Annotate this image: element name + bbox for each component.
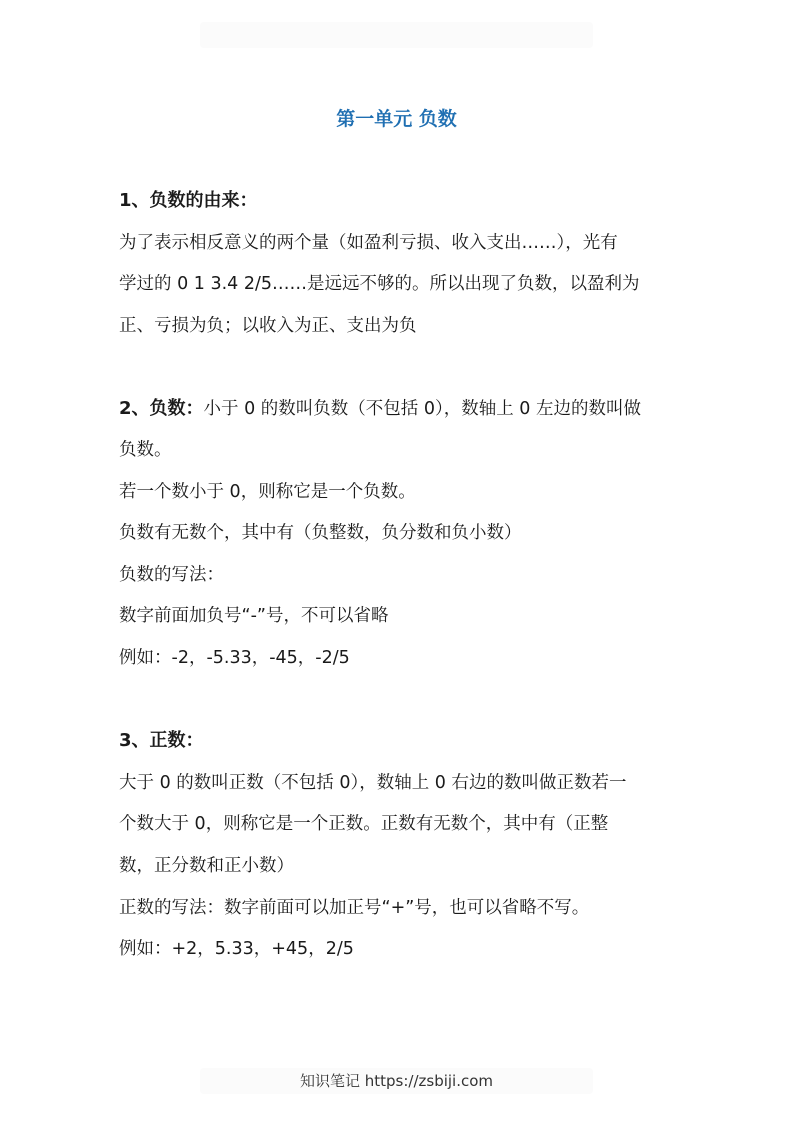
section-3-heading: 3、正数： xyxy=(119,730,204,751)
section-1-line-2: 学过的 0 1 3.4 2/5……是远远不够的。所以出现了负数，以盈利为 xyxy=(119,274,640,294)
section-3-line-1: 大于 0 的数叫正数（不包括 0），数轴上 0 右边的数叫做正数若一 xyxy=(119,773,627,793)
section-2-heading-rest: 小于 0 的数叫负数（不包括 0），数轴上 0 左边的数叫做 xyxy=(203,399,641,419)
section-2-heading-line xyxy=(119,397,699,421)
section-1-line-3: 正、亏损为负；以收入为正、支出为负 xyxy=(119,316,417,336)
section-3-line-2: 个数大于 0，则称它是一个正数。正数有无数个，其中有（正整 xyxy=(119,814,609,834)
section-2-line-2: 若一个数小于 0，则称它是一个负数。 xyxy=(119,482,416,502)
section-3-line-4: 正数的写法：数字前面可以加正号“+”号，也可以省略不写。 xyxy=(119,898,590,918)
section-3-line-5: 例如：+2，5.33，+45，2/5 xyxy=(119,939,354,959)
section-2-line-4: 负数的写法： xyxy=(119,565,224,585)
section-2-line-5: 数字前面加负号“-”号，不可以省略 xyxy=(119,606,389,626)
footer-link[interactable]: 知识笔记 https://zsbiji.com xyxy=(299,1072,494,1090)
section-1-line-1: 为了表示相反意义的两个量（如盈利亏损、收入支出……），光有 xyxy=(119,233,618,253)
section-1-heading: 1、负数的由来： xyxy=(119,190,258,211)
page-title: 第一单元 负数 xyxy=(336,108,457,130)
section-2-heading: 2、负数： xyxy=(119,398,204,419)
section-2-line-6: 例如：-2，-5.33，-45，-2/5 xyxy=(119,648,350,668)
section-3-line-3: 数，正分数和正小数） xyxy=(119,856,294,876)
section-2-line-3: 负数有无数个，其中有（负整数，负分数和负小数） xyxy=(119,523,522,543)
header-watermark xyxy=(200,22,593,48)
section-2-line-1: 负数。 xyxy=(119,440,172,460)
